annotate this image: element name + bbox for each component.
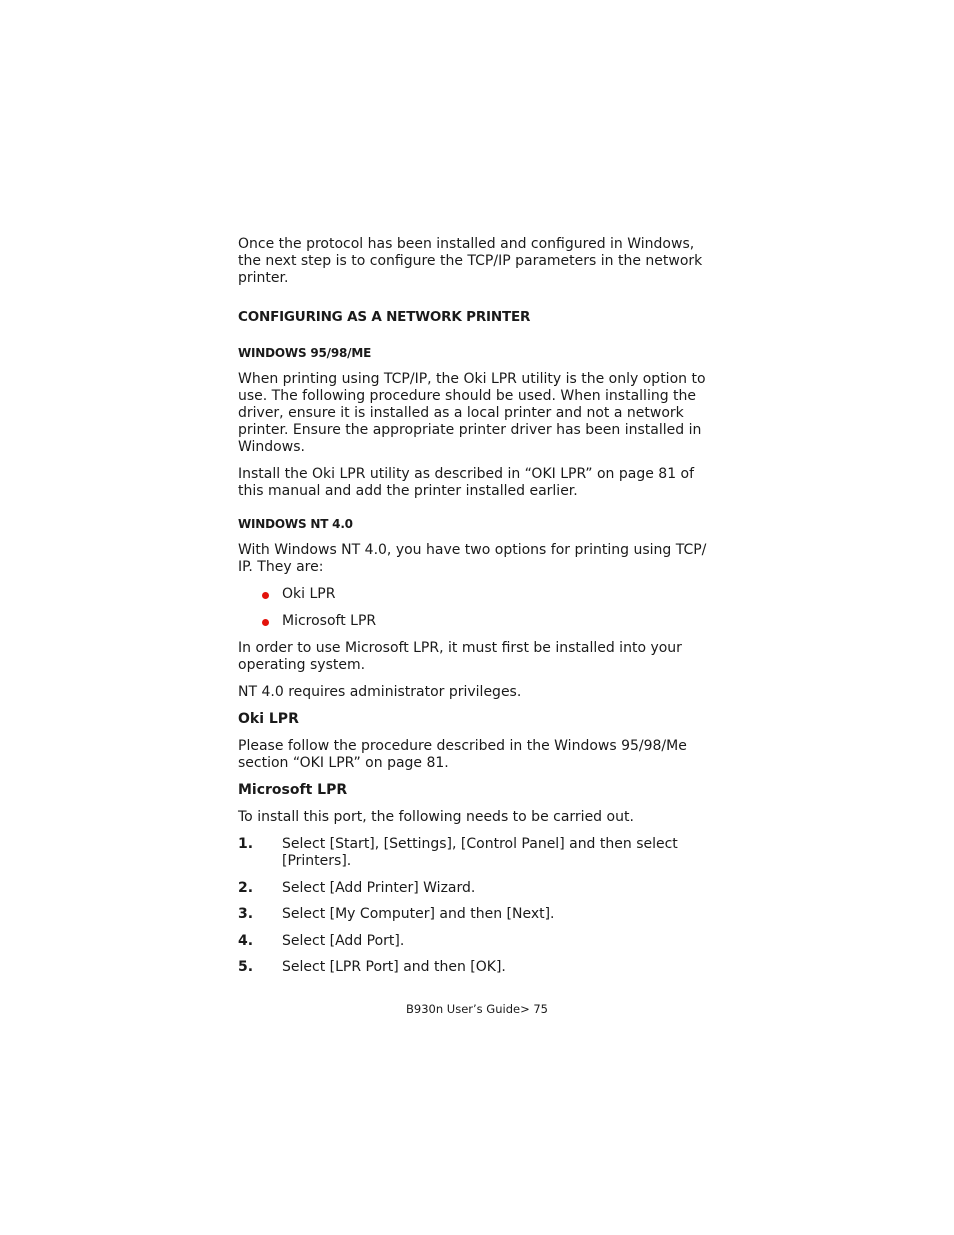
microsoft-lpr-paragraph: To install this port, the following needs to be carried out. bbox=[238, 809, 634, 825]
option-list bbox=[238, 586, 718, 630]
step-text: Select [My Computer] and then [Next]. bbox=[282, 906, 555, 922]
heading-microsoft-lpr: Microsoft LPR bbox=[238, 782, 348, 798]
heading-windows-nt: WINDOWS NT 4.0 bbox=[238, 517, 353, 531]
intro-paragraph: Once the protocol has been installed and configured in Windows, the next step is to configure the TCP/IP parameters in the network printer. bbox=[238, 236, 703, 286]
step-item bbox=[238, 933, 718, 950]
step-item bbox=[238, 959, 718, 976]
winnt-paragraph-1: With Windows NT 4.0, you have two options for printing using TCP/ IP. They are: bbox=[238, 542, 707, 575]
winnt-paragraph-3: NT 4.0 requires administrator privileges. bbox=[238, 684, 522, 700]
step-text: Select [Start], [Settings], [Control Panel] and then select [Printers]. bbox=[282, 836, 678, 869]
step-list bbox=[238, 836, 718, 976]
page-content bbox=[238, 236, 718, 986]
step-number: 3. bbox=[238, 906, 254, 922]
list-item bbox=[238, 586, 718, 603]
step-text: Select [Add Printer] Wizard. bbox=[282, 879, 476, 896]
step-item bbox=[238, 836, 718, 870]
heading-oki-lpr: Oki LPR bbox=[238, 711, 299, 727]
step-item bbox=[238, 880, 718, 897]
step-text: Select [Add Port]. bbox=[282, 932, 405, 949]
win95-paragraph-1: When printing using TCP/IP, the Oki LPR utility is the only option to use. The following procedure should be used. When installing the driver, ensure it is installed as a local printer and not a network printer. Ensure the appropriate printer driver has been installed in Windows. bbox=[238, 371, 706, 455]
list-item bbox=[238, 613, 718, 630]
list-item-label: Oki LPR bbox=[282, 586, 336, 602]
bullet-icon bbox=[262, 619, 269, 626]
winnt-paragraph-2: In order to use Microsoft LPR, it must first be installed into your operating system. bbox=[238, 640, 682, 673]
heading-windows-95: WINDOWS 95/98/ME bbox=[238, 346, 372, 360]
step-text: Select [LPR Port] and then [OK]. bbox=[282, 959, 506, 975]
oki-lpr-paragraph: Please follow the procedure described in the Windows 95/98/Me section “OKI LPR” on page 81. bbox=[238, 738, 687, 771]
step-number: 4. bbox=[238, 932, 254, 949]
step-number: 1. bbox=[238, 836, 254, 852]
list-item-label: Microsoft LPR bbox=[282, 613, 377, 629]
step-number: 2. bbox=[238, 879, 254, 896]
bullet-icon bbox=[262, 592, 269, 599]
page-footer: B930n User’s Guide> 75 bbox=[406, 1002, 548, 1016]
step-item bbox=[238, 906, 718, 923]
step-number: 5. bbox=[238, 959, 254, 975]
section-title: CONFIGURING AS A NETWORK PRINTER bbox=[238, 309, 531, 325]
win95-paragraph-2: Install the Oki LPR utility as described in “OKI LPR” on page 81 of this manual and add the printer installed earlier. bbox=[238, 466, 695, 499]
